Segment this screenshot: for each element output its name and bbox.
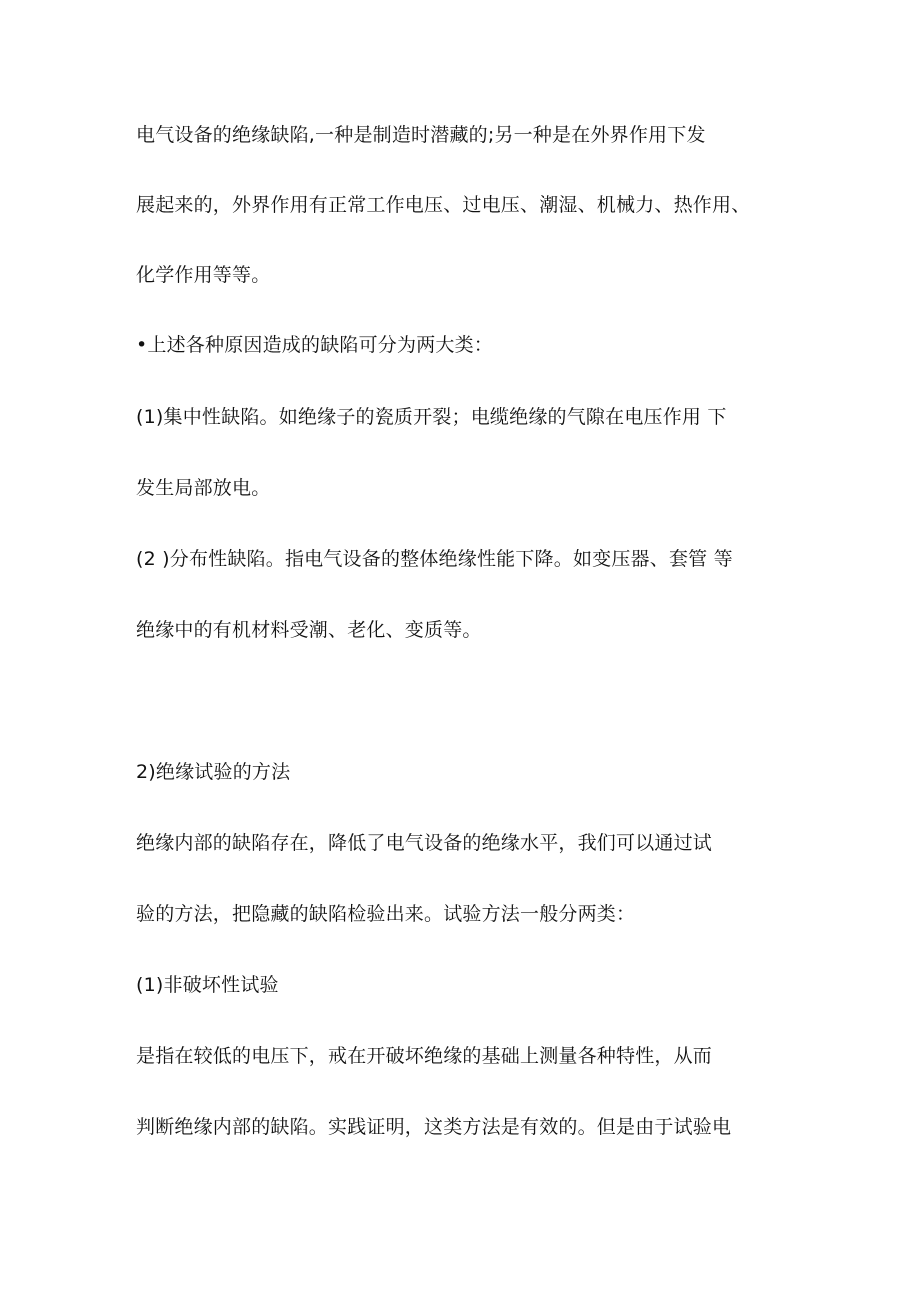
subsection-heading: (1)非破坏性试验: [136, 974, 279, 996]
paragraph-line: 验的方法，把隐藏的缺陷检验出来。试验方法一般分两类：: [136, 903, 636, 925]
list-item-line: (2 )分布性缺陷。指电气设备的整体绝缘性能下降。如变压器、套管 等: [136, 548, 733, 570]
bullet-line: •上述各种原因造成的缺陷可分为两大类：: [136, 334, 494, 356]
list-item-line: 发生局部放电。: [136, 477, 271, 499]
paragraph-line: 判断绝缘内部的缺陷。实践证明，这类方法是有效的。但是由于试验电: [136, 1116, 732, 1138]
paragraph-line: 绝缘内部的缺陷存在，降低了电气设备的绝缘水平，我们可以通过试: [136, 832, 713, 854]
list-item-line: 绝缘中的有机材料受潮、老化、变质等。: [136, 619, 482, 641]
paragraph-line: 是指在较低的电压下，戒在开破坏绝缘的基础上测量各种特性，从而: [136, 1045, 713, 1067]
list-item-line: (1)集中性缺陷。如绝缘子的瓷质开裂；电缆绝缘的气隙在电压作用 下: [136, 406, 727, 428]
section-heading: 2)绝缘试验的方法: [136, 761, 291, 783]
paragraph-line: 化学作用等等。: [136, 264, 271, 286]
paragraph-line: 电气设备的绝缘缺陷,一种是制造时潜藏的;另一种是在外界作用下发: [136, 124, 706, 146]
paragraph-line: 展起来的，外界作用有正常工作电压、过电压、潮湿、机械力、热作用、: [136, 194, 751, 216]
